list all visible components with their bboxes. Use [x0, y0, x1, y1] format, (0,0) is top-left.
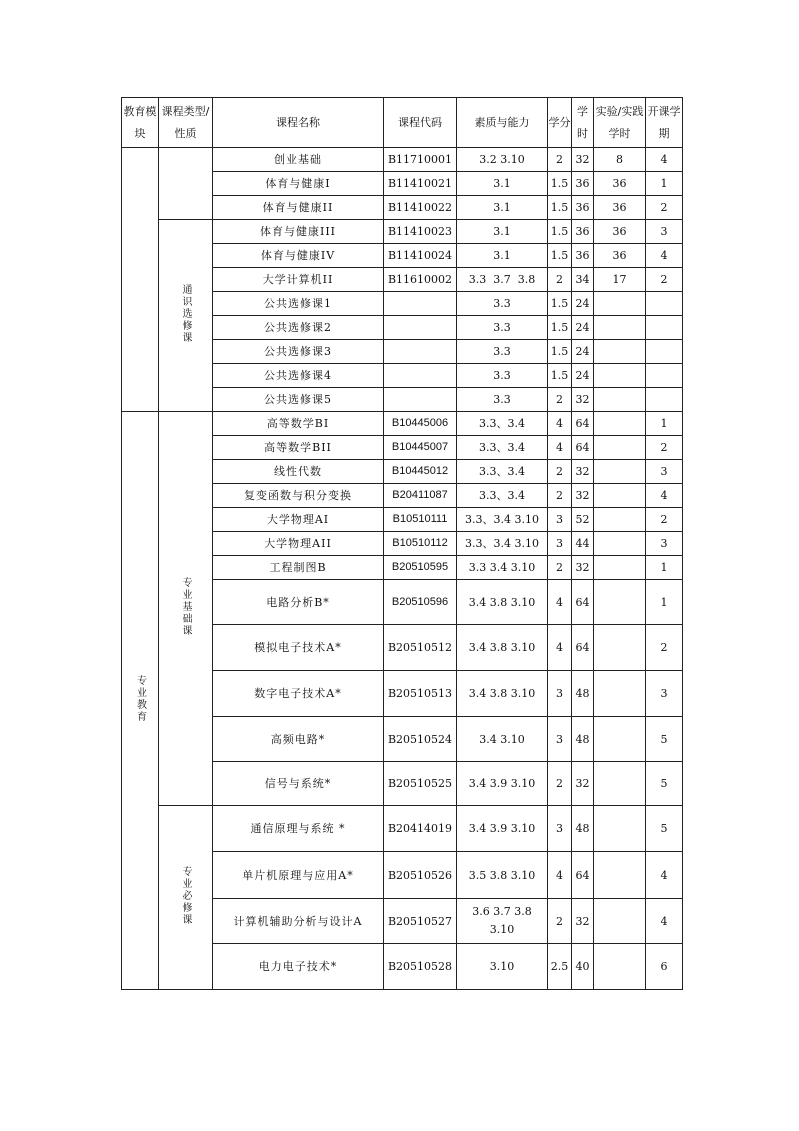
course-name: 复变函数与积分变换 [213, 484, 384, 508]
course-credit: 4 [548, 436, 572, 460]
course-term: 4 [646, 148, 683, 172]
course-credit: 1.5 [548, 196, 572, 220]
course-lab [594, 364, 646, 388]
course-ability: 3.4 3.9 3.10 [457, 762, 548, 806]
header-module: 教育模块 [122, 98, 159, 148]
course-ability: 3.4 3.9 3.10 [457, 806, 548, 852]
course-code: B10510112 [384, 532, 457, 556]
course-hours: 32 [572, 556, 594, 580]
course-hours: 24 [572, 316, 594, 340]
course-term: 5 [646, 806, 683, 852]
course-lab: 17 [594, 268, 646, 292]
course-hours: 32 [572, 388, 594, 412]
course-hours: 48 [572, 717, 594, 762]
course-ability: 3.3、3.4 3.10 [457, 508, 548, 532]
course-term: 2 [646, 436, 683, 460]
course-lab [594, 484, 646, 508]
course-name: 公共选修课4 [213, 364, 384, 388]
course-hours: 36 [572, 196, 594, 220]
course-term: 1 [646, 556, 683, 580]
course-lab [594, 580, 646, 625]
course-code: B11710001 [384, 148, 457, 172]
course-credit: 2 [548, 899, 572, 944]
course-name: 高频电路* [213, 717, 384, 762]
course-hours: 48 [572, 671, 594, 717]
course-code: B20510527 [384, 899, 457, 944]
course-lab: 36 [594, 196, 646, 220]
course-lab [594, 852, 646, 899]
course-code: B20510528 [384, 944, 457, 990]
course-credit: 1.5 [548, 292, 572, 316]
course-name: 体育与健康III [213, 220, 384, 244]
course-code: B10510111 [384, 508, 457, 532]
course-ability: 3.10 [457, 944, 548, 990]
course-code: B10445007 [384, 436, 457, 460]
course-name: 高等数学BII [213, 436, 384, 460]
type-cell-professional-required [159, 806, 213, 990]
course-ability: 3.4 3.8 3.10 [457, 625, 548, 671]
course-lab [594, 625, 646, 671]
course-hours: 24 [572, 340, 594, 364]
course-credit: 3 [548, 508, 572, 532]
course-credit: 2 [548, 460, 572, 484]
course-lab [594, 340, 646, 364]
course-credit: 4 [548, 580, 572, 625]
course-name: 公共选修课2 [213, 316, 384, 340]
course-ability: 3.1 [457, 196, 548, 220]
course-name: 体育与健康II [213, 196, 384, 220]
course-lab [594, 556, 646, 580]
course-ability: 3.3 [457, 340, 548, 364]
course-ability: 3.4 3.10 [457, 717, 548, 762]
course-hours: 40 [572, 944, 594, 990]
course-code [384, 364, 457, 388]
course-hours: 64 [572, 625, 594, 671]
course-hours: 24 [572, 364, 594, 388]
course-credit: 2 [548, 556, 572, 580]
course-term [646, 364, 683, 388]
course-credit: 3 [548, 671, 572, 717]
header-ability: 素质与能力 [457, 98, 548, 148]
course-hours: 36 [572, 220, 594, 244]
course-ability: 3.3 3.4 3.10 [457, 556, 548, 580]
course-lab [594, 671, 646, 717]
course-lab [594, 460, 646, 484]
course-name: 大学计算机II [213, 268, 384, 292]
course-hours: 64 [572, 852, 594, 899]
type-label-general-elective: 通识选修课 [180, 283, 191, 344]
course-lab [594, 388, 646, 412]
course-hours: 34 [572, 268, 594, 292]
course-hours: 64 [572, 412, 594, 436]
course-credit: 2 [548, 484, 572, 508]
course-credit: 2.5 [548, 944, 572, 990]
course-code: B20510512 [384, 625, 457, 671]
course-name: 公共选修课3 [213, 340, 384, 364]
course-hours: 32 [572, 762, 594, 806]
course-ability: 3.4 3.8 3.10 [457, 671, 548, 717]
course-name: 电力电子技术* [213, 944, 384, 990]
course-hours: 64 [572, 580, 594, 625]
course-code: B11610002 [384, 268, 457, 292]
course-term: 6 [646, 944, 683, 990]
course-lab [594, 508, 646, 532]
course-term: 3 [646, 460, 683, 484]
course-ability: 3.1 [457, 172, 548, 196]
type-cell-professional-basic [159, 412, 213, 806]
course-credit: 1.5 [548, 340, 572, 364]
course-term: 4 [646, 244, 683, 268]
course-lab [594, 717, 646, 762]
course-hours: 48 [572, 806, 594, 852]
table-row [122, 148, 683, 172]
course-code: B20510524 [384, 717, 457, 762]
course-credit: 4 [548, 852, 572, 899]
course-term: 2 [646, 196, 683, 220]
course-code: B20510596 [384, 580, 457, 625]
course-ability: 3.1 [457, 220, 548, 244]
course-hours: 32 [572, 148, 594, 172]
course-lab [594, 899, 646, 944]
course-lab [594, 436, 646, 460]
course-lab [594, 532, 646, 556]
course-code: B20510513 [384, 671, 457, 717]
course-term [646, 316, 683, 340]
course-term: 3 [646, 220, 683, 244]
course-term [646, 292, 683, 316]
table-row [122, 220, 683, 244]
course-hours: 44 [572, 532, 594, 556]
course-term: 2 [646, 508, 683, 532]
course-name: 体育与健康IV [213, 244, 384, 268]
course-lab [594, 762, 646, 806]
module-cell-professional [122, 412, 159, 990]
course-code: B11410024 [384, 244, 457, 268]
course-code [384, 292, 457, 316]
course-hours: 32 [572, 460, 594, 484]
course-name: 信号与系统* [213, 762, 384, 806]
course-hours: 64 [572, 436, 594, 460]
course-credit: 1.5 [548, 316, 572, 340]
type-cell-general-elective [159, 220, 213, 412]
course-ability: 3.3、3.4 [457, 484, 548, 508]
course-term: 3 [646, 671, 683, 717]
course-hours: 36 [572, 172, 594, 196]
course-code: B20510595 [384, 556, 457, 580]
course-lab: 36 [594, 244, 646, 268]
course-credit: 1.5 [548, 172, 572, 196]
course-ability: 3.5 3.8 3.10 [457, 852, 548, 899]
header-name: 课程名称 [213, 98, 384, 148]
course-hours: 24 [572, 292, 594, 316]
course-term: 4 [646, 852, 683, 899]
course-name: 体育与健康I [213, 172, 384, 196]
course-name: 公共选修课1 [213, 292, 384, 316]
course-term [646, 340, 683, 364]
course-name: 高等数学BI [213, 412, 384, 436]
course-credit: 2 [548, 268, 572, 292]
course-code: B11410023 [384, 220, 457, 244]
course-ability: 3.3、3.4 3.10 [457, 532, 548, 556]
header-row [122, 98, 683, 148]
course-ability: 3.3、3.4 [457, 460, 548, 484]
type-cell-blank [159, 148, 213, 220]
course-ability: 3.3、3.4 [457, 412, 548, 436]
curriculum-table [121, 97, 683, 990]
course-credit: 2 [548, 388, 572, 412]
type-label-professional-required: 专业必修课 [180, 865, 191, 926]
course-name: 计算机辅助分析与设计A [213, 899, 384, 944]
course-name: 公共选修课5 [213, 388, 384, 412]
course-term: 3 [646, 532, 683, 556]
course-hours: 32 [572, 484, 594, 508]
course-ability: 3.3、3.4 [457, 436, 548, 460]
course-credit: 2 [548, 762, 572, 806]
course-credit: 3 [548, 717, 572, 762]
course-lab: 36 [594, 172, 646, 196]
header-lab: 实验/实践学时 [594, 98, 646, 148]
course-term: 1 [646, 580, 683, 625]
course-lab [594, 806, 646, 852]
header-type: 课程类型/性质 [159, 98, 213, 148]
course-lab: 36 [594, 220, 646, 244]
course-code: B20510525 [384, 762, 457, 806]
course-name: 大学物理AI [213, 508, 384, 532]
course-name: 数字电子技术A* [213, 671, 384, 717]
course-term: 2 [646, 268, 683, 292]
course-hours: 52 [572, 508, 594, 532]
course-name: 线性代数 [213, 460, 384, 484]
header-hours: 学时 [572, 98, 594, 148]
course-credit: 3 [548, 532, 572, 556]
course-code: B20411087 [384, 484, 457, 508]
course-code: B10445006 [384, 412, 457, 436]
course-term: 2 [646, 625, 683, 671]
header-credit: 学分 [548, 98, 572, 148]
course-term: 1 [646, 412, 683, 436]
course-credit: 1.5 [548, 220, 572, 244]
course-name: 创业基础 [213, 148, 384, 172]
course-credit: 2 [548, 148, 572, 172]
course-term: 1 [646, 172, 683, 196]
course-name: 工程制图B [213, 556, 384, 580]
module-label-professional: 专业教育 [134, 674, 146, 723]
course-ability: 3.3 [457, 316, 548, 340]
course-term: 4 [646, 899, 683, 944]
course-name: 通信原理与系统 * [213, 806, 384, 852]
course-ability: 3.4 3.8 3.10 [457, 580, 548, 625]
course-code: B11410021 [384, 172, 457, 196]
module-cell-blank [122, 148, 159, 412]
course-lab [594, 316, 646, 340]
course-lab [594, 944, 646, 990]
course-name: 大学物理AII [213, 532, 384, 556]
course-credit: 1.5 [548, 244, 572, 268]
course-code [384, 316, 457, 340]
course-term: 4 [646, 484, 683, 508]
course-lab: 8 [594, 148, 646, 172]
course-ability: 3.1 [457, 244, 548, 268]
course-lab [594, 412, 646, 436]
course-ability: 3.3 3.7 3.8 [457, 268, 548, 292]
course-ability: 3.3 [457, 388, 548, 412]
course-credit: 4 [548, 412, 572, 436]
course-code [384, 340, 457, 364]
table-row [122, 806, 683, 852]
header-code: 课程代码 [384, 98, 457, 148]
course-credit: 1.5 [548, 364, 572, 388]
course-ability: 3.6 3.7 3.8 3.10 [457, 899, 548, 944]
table-row [122, 412, 683, 436]
course-code [384, 388, 457, 412]
course-lab [594, 292, 646, 316]
type-label-professional-basic: 专业基础课 [180, 576, 191, 637]
course-term: 5 [646, 717, 683, 762]
course-ability: 3.2 3.10 [457, 148, 548, 172]
course-term [646, 388, 683, 412]
course-name: 单片机原理与应用A* [213, 852, 384, 899]
course-term: 5 [646, 762, 683, 806]
course-ability: 3.3 [457, 364, 548, 388]
course-code: B11410022 [384, 196, 457, 220]
course-code: B20414019 [384, 806, 457, 852]
header-term: 开课学期 [646, 98, 683, 148]
course-hours: 32 [572, 899, 594, 944]
course-name: 电路分析B* [213, 580, 384, 625]
course-code: B10445012 [384, 460, 457, 484]
course-credit: 3 [548, 806, 572, 852]
course-name: 模拟电子技术A* [213, 625, 384, 671]
course-ability: 3.3 [457, 292, 548, 316]
course-hours: 36 [572, 244, 594, 268]
course-credit: 4 [548, 625, 572, 671]
course-code: B20510526 [384, 852, 457, 899]
